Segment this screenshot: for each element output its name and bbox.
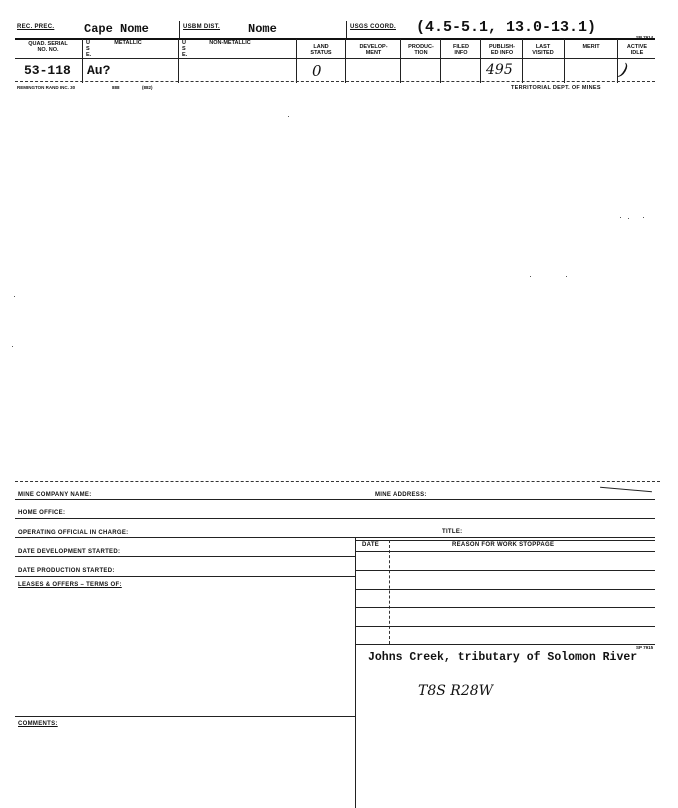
township-note: T8S R28W — [418, 683, 494, 699]
col-metallic-prefix: U S E. — [86, 40, 92, 58]
agency-name: TERRITORIAL DEPT. OF MINES — [511, 85, 601, 91]
col-quad-serial: QUAD. SERIAL NO. NO. — [28, 41, 68, 53]
col-active-idle: ACTIVE IDLE — [626, 44, 648, 56]
form-code-2: (882) — [142, 85, 153, 90]
row-published-info: 495 — [486, 62, 513, 78]
row-land-status: 0 — [312, 62, 322, 80]
comments-label: COMMENTS: — [18, 721, 58, 727]
usgs-coord-value: (4.5-5.1, 13.0-13.1) — [416, 19, 597, 36]
row-metallic: Au? — [87, 63, 111, 78]
col-production: PRODUC- TION — [408, 44, 434, 56]
usbm-dist-value: Nome — [248, 22, 277, 36]
home-office-label: HOME OFFICE: — [18, 510, 66, 516]
title-label: TITLE: — [442, 529, 463, 535]
operating-official-label: OPERATING OFFICIAL IN CHARGE: — [18, 530, 129, 536]
form-number-bottom: SP 7915 — [636, 645, 654, 650]
col-development: DEVELOP- MENT — [359, 44, 388, 56]
date-column-label: DATE — [362, 542, 380, 548]
leases-label: LEASES & OFFERS – TERMS OF: — [18, 582, 122, 588]
col-nonmetallic-prefix: U S E. — [182, 40, 188, 58]
prod-started-label: DATE PRODUCTION STARTED: — [18, 568, 115, 574]
reason-column-label: REASON FOR WORK STOPPAGE — [452, 542, 555, 548]
col-nonmetallic: NON-METALLIC — [209, 40, 251, 46]
col-published-info: PUBLISH- ED INFO — [489, 44, 515, 56]
col-filed-info: FILED INFO — [453, 44, 469, 56]
col-last-visited: LAST VISITED — [532, 44, 554, 56]
col-land-status: LAND STATUS — [310, 44, 332, 56]
col-merit: MERIT — [582, 44, 600, 50]
rec-prec-label: REC. PREC. — [17, 24, 55, 30]
dev-started-label: DATE DEVELOPMENT STARTED: — [18, 549, 121, 555]
row-active-idle: ) — [616, 59, 631, 82]
rec-prec-value: Cape Nome — [84, 22, 149, 36]
usgs-coord-label: USGS COORD. — [350, 24, 396, 30]
mine-company-label: MINE COMPANY NAME: — [18, 492, 92, 498]
form-code-1: 888 — [112, 85, 120, 90]
printer-info: REMINGTON RAND INC. 30 — [17, 85, 76, 90]
row-quad-serial: 53-118 — [24, 63, 71, 78]
col-metallic: METALLIC — [114, 40, 142, 46]
form-number-top: SP 7914 — [636, 35, 654, 40]
usbm-dist-label: USBM DIST. — [183, 24, 221, 30]
mine-address-label: MINE ADDRESS: — [375, 492, 427, 498]
location-note: Johns Creek, tributary of Solomon River — [368, 651, 638, 664]
